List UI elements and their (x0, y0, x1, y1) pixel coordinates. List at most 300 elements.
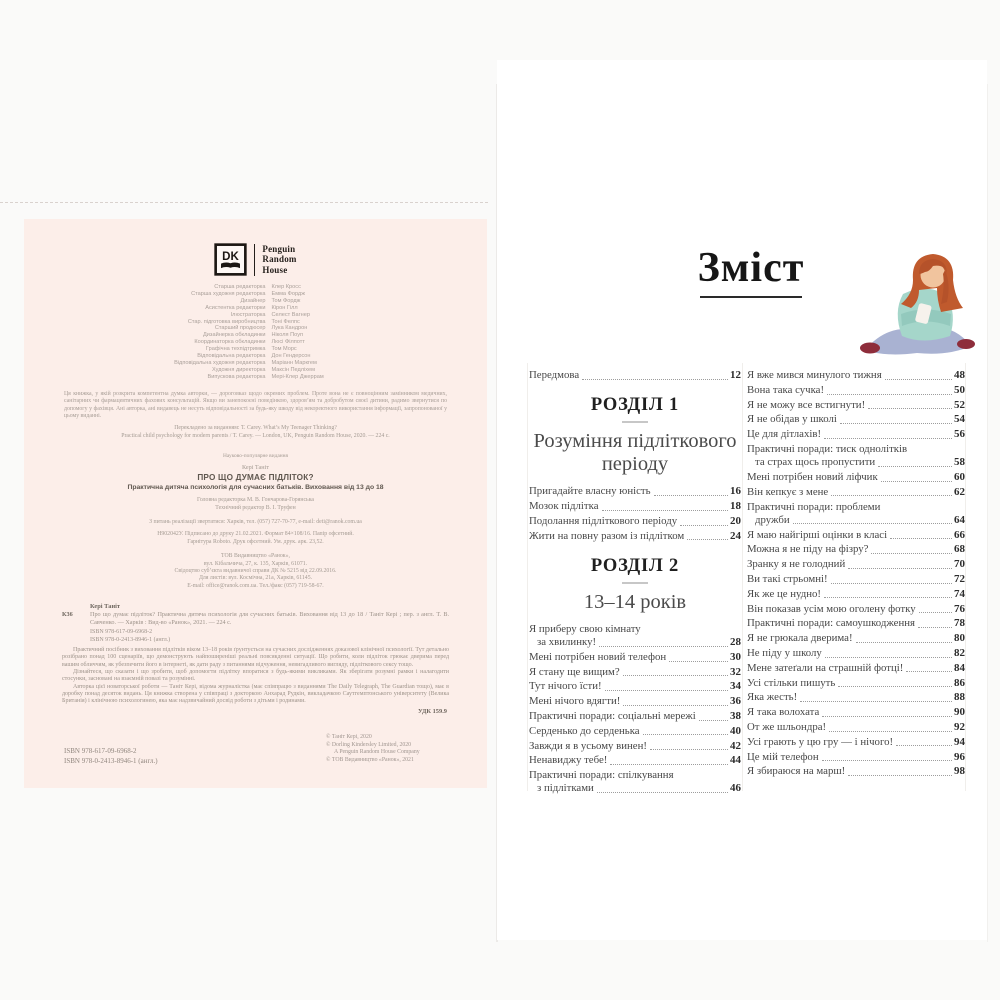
toc-entry (747, 751, 965, 764)
toc-entry-label: Я маю найгірші оцінки в класі (747, 528, 888, 541)
dotted-leader (597, 792, 728, 793)
catalog-isbn-line: ISBN 978-0-2413-8946-1 (англ.) (90, 636, 171, 643)
toc-entry-label: Практичні поради: самоушкодження (747, 617, 915, 630)
toc-page-number: 50 (954, 383, 965, 396)
dotted-leader (896, 745, 952, 746)
toc-entry-row (529, 369, 741, 382)
toc-entry (747, 632, 965, 645)
dotted-leader (687, 539, 728, 540)
toc-entry (747, 617, 965, 630)
toc-entry-label: Мене затеґали на страшній фотці! (747, 661, 904, 674)
credit-row (144, 312, 368, 319)
toc-entry-row (747, 632, 965, 645)
toc-page-number: 78 (954, 617, 965, 630)
toc-entry (529, 680, 741, 693)
credit-role: Графічна техпідтримка (205, 346, 266, 353)
dotted-leader (822, 716, 952, 717)
credit-row (144, 298, 368, 305)
toc-entry-row (529, 754, 741, 767)
publisher-line: Для листів: вул. Космічна, 21а, Харків, 61145. (198, 575, 313, 582)
dotted-leader (885, 379, 952, 380)
dotted-leader (582, 379, 728, 380)
dotted-leader (890, 538, 952, 539)
credit-row (144, 367, 368, 374)
toc-entry-label: Завжди я в усьому винен! (529, 739, 647, 752)
credit-role: Відповідальна художня редакторка (174, 359, 266, 366)
right-page-edge (987, 84, 988, 942)
catalog-author: Кері Таніт (90, 603, 121, 611)
annotation-block (62, 647, 449, 705)
toc-chapter-title: 13–14 років (583, 590, 687, 613)
toc-entry-row (747, 736, 965, 749)
toc-entry-label: Можна я не піду на фізру? (747, 543, 869, 556)
toc-chapter-heading: РОЗДІЛ 1 (590, 395, 680, 416)
dotted-leader (831, 583, 952, 584)
credit-role: Старший продюсер (214, 325, 266, 332)
dotted-leader (878, 466, 952, 467)
toc-entry-label: Практичні поради: спілкування (529, 769, 674, 782)
toc-entry-row (747, 647, 965, 660)
toc-entry-label: Я стану ще вищим? (529, 665, 620, 678)
toc-entry (747, 413, 965, 426)
toc-entry (747, 369, 965, 382)
toc-entry (529, 769, 741, 795)
translation-line: Перекладено за виданням: T. Carey. What’s My Teenager Thinking? (174, 425, 337, 432)
dotted-leader (793, 523, 952, 524)
publisher-address-block (60, 553, 451, 590)
staff-block (60, 497, 451, 512)
catalog-entry: Про що думає підліток? Практична дитяча психологія для сучасних батьків. Виховання від 13 до 18 / Таніт Кері ; пер. з англ. Т. В. Савченко. — Харків : Вид-во «Ранок», 2021. — 224 с. (90, 611, 449, 626)
credit-row (144, 305, 368, 312)
toc-page-number: 80 (954, 632, 965, 645)
toc-page-number: 62 (954, 485, 965, 498)
chapter-underline (622, 421, 648, 423)
toc-entry-label: Я вже мився минулого тижня (747, 369, 882, 381)
toc-entry (747, 529, 965, 542)
toc-entry-row (529, 695, 741, 708)
dotted-leader (800, 701, 952, 702)
annotation-paragraph: Дізнайтеся, що сказати і що зробити, щоб допомогти підлітку впоратися з будь-якими викликами. Як зберігати розумні рамки і налагодити стосунки, засновані на взаємній повазі та розумінні. (62, 669, 449, 683)
toc-entry-label: Усі грають у цю гру — і нічого! (747, 735, 894, 748)
dotted-leader (856, 642, 952, 643)
catalog-card (62, 603, 449, 714)
dotted-leader (822, 760, 952, 761)
toc-entry-label: Мозок підлітка (529, 500, 599, 512)
copyright-line: © Таніт Кері, 2020 (326, 734, 372, 741)
toc-entry (747, 399, 965, 412)
credit-name: Клер Кросс (271, 284, 301, 290)
credit-name: Ніколя Поуп (271, 332, 304, 339)
toc-page-number: 20 (730, 514, 741, 527)
toc-entry (529, 695, 741, 708)
toc-entry (747, 603, 965, 616)
credit-role: Художня директорка (212, 366, 266, 373)
toc-entry-label: Ненавиджу тебе! (529, 754, 608, 767)
chapter-underline (622, 582, 648, 584)
toc-page-number: 38 (730, 709, 741, 722)
dotted-leader (825, 657, 952, 658)
book-subtitle: Практична дитяча психологія для сучасних батьків. Виховання від 13 до 18 (127, 484, 384, 492)
credit-role: Старша художня редакторка (191, 290, 266, 297)
toc-entry-row (529, 725, 741, 738)
toc-page-number: 32 (730, 665, 741, 678)
toc-entry-label: дружби (755, 513, 790, 526)
dotted-leader (699, 720, 728, 721)
credit-row (144, 353, 368, 360)
toc-page-number: 36 (730, 695, 741, 708)
toc-entry-label: Мені потрібен новий ліфчик (747, 470, 878, 483)
annotation-paragraph: Авторка цієї новаторської роботи — Таніт Кері, відома журналістка (має співпрацю з виданнями The Daily Telegraph, The Guardian тощо), має в доробку понад десяток видань. Ця книжка створена у співпраці з докторкою Анхарад Рудкін, викладачкою Саутгемптонського університету (Велика Британія) і клінічною психологинею, яка має надзвичайний досвід роботи з дітьми і родинами. (62, 683, 449, 705)
toc-entry-row (529, 666, 741, 679)
disclaimer-text: Ця книжка, у якій розкрита компетентна думка авторки, — дороговказ щодо окремих проблем. Проте вона не є повноцінним замінником медичних, санітарних чи фармацевтичних фахових консультацій. Якщо ви занепокоєні поведінкою, здоров’ям та добробутом своєї дитини, радимо звернутися по допомогу у фахівця. Ані авторка, ані видавець не несуть відповідальності за будь-яку шкоду від некоректного використання інформації, запропонованої у цьому виданні. (64, 390, 447, 419)
credit-role: Відповідальна редакторка (197, 353, 266, 360)
toc-entry-label: Пригадайте власну юність (529, 485, 651, 498)
catalog-isbn-block (90, 629, 449, 644)
toc-entry-row (747, 471, 965, 484)
credit-row (144, 332, 368, 339)
prh-line: House (262, 264, 288, 275)
credit-row (144, 360, 368, 367)
toc-entry (529, 369, 741, 382)
toc-entry-label: Мені потрібен новий телефон (529, 650, 667, 663)
toc-entry-row (747, 617, 965, 630)
credit-name: Дон Гендерсон (271, 353, 311, 360)
toc-page-number: 52 (954, 398, 965, 411)
toc-entry (529, 754, 741, 767)
toc-entry-row (747, 529, 965, 542)
toc-page-number: 60 (954, 470, 965, 483)
toc-entry-row (529, 485, 741, 498)
toc-page-number: 86 (954, 676, 965, 689)
dotted-leader (623, 705, 728, 706)
toc-entry-label: Ви такі стрьомні! (747, 572, 828, 585)
toc-entry-label: Я не можу все встигнути! (747, 398, 866, 411)
credit-row (144, 284, 368, 291)
credit-name: Том Фордж (271, 297, 301, 304)
toc-page-number: 76 (954, 602, 965, 615)
credit-name: Тоні Фелпс (271, 318, 300, 325)
credit-role: Ілюстраторка (230, 311, 266, 318)
toc-page-number: 40 (730, 724, 741, 737)
copyright-line: © Dorling Kindersley Limited, 2020 (326, 741, 412, 748)
toc-entry-label: Яка жесть! (747, 691, 798, 704)
girl-with-phone-illustration (853, 250, 981, 364)
toc-entry-row (747, 413, 965, 426)
credit-role: Координаторка обкладинки (194, 339, 266, 346)
credit-name: Люсі Філпотт (271, 339, 305, 346)
credit-name: Мері-Клер Джеррам (271, 373, 324, 380)
dotted-leader (906, 671, 952, 672)
udc-code: УДК 159.9 (417, 707, 447, 715)
translation-line: Practical child psychology for modern parents / T. Carey. — London, UK, Penguin Random House, 2020. — 224 с. (121, 432, 390, 439)
dotted-leader (918, 627, 952, 628)
toc-entry-row (529, 740, 741, 753)
credit-role: Старша редакторка (214, 284, 266, 290)
toc-entry (747, 558, 965, 571)
toc-entry-label: Практичні поради: тиск однолітків (747, 442, 908, 455)
toc-entry-row (747, 456, 965, 469)
toc-page-number: 48 (954, 369, 965, 381)
credit-row (144, 346, 368, 353)
toc-page-number: 90 (954, 706, 965, 719)
contents-title: Зміст (697, 245, 805, 291)
toc-page-number: 46 (730, 782, 741, 795)
isbn-block (64, 747, 158, 766)
credits-list (60, 284, 451, 381)
credit-row (144, 291, 368, 298)
toc-entry-label: Серденько до серденька (529, 724, 640, 737)
credit-name: Кірон Гілл (271, 304, 298, 311)
toc-entry-row (747, 543, 965, 556)
toc-page-number: 74 (954, 587, 965, 600)
toc-entry (529, 515, 741, 528)
copyright-line: A Penguin Random House Company (334, 749, 420, 756)
title-underline (700, 296, 802, 298)
toc-page-number: 12 (730, 369, 741, 381)
publisher-logos (60, 243, 451, 276)
toc-entry (529, 500, 741, 513)
credit-role: Асистентка редакторки (205, 304, 266, 311)
toc-page-number: 88 (954, 691, 965, 704)
toc-page-number: 66 (954, 528, 965, 541)
toc-page-number: 98 (954, 765, 965, 778)
toc-entry (529, 740, 741, 753)
toc-entry (747, 443, 965, 469)
credit-name: Маріанн Маркгем (271, 359, 317, 366)
toc-entry-label: Це для дітлахів! (747, 428, 822, 441)
toc-page-number: 72 (954, 572, 965, 585)
toc-entry-row (529, 680, 741, 693)
toc-entry-row (529, 500, 741, 513)
credit-name: Селест Вагнер (271, 311, 310, 318)
toc-entry-label: Як же це нудно! (747, 587, 821, 600)
toc-entry-label: Я приберу свою кімнату (529, 622, 641, 635)
toc-entry (747, 677, 965, 690)
dotted-leader (871, 553, 952, 554)
toc-entry-label: Я не грюкала дверима! (747, 632, 853, 645)
toc-entry (747, 428, 965, 441)
toc-entry (747, 691, 965, 704)
catalog-entry-row (62, 611, 449, 626)
dk-logo-icon (214, 243, 247, 276)
logo-divider (254, 244, 255, 276)
toc-entry-label: з підлітками (537, 782, 594, 795)
dotted-leader (838, 686, 952, 687)
publisher-line: Свідоцтво суб’єкта видавничої справи ДК № 5215 від 22.09.2016. (174, 567, 337, 574)
catalog-code: К36 (62, 611, 73, 619)
dotted-leader (827, 394, 952, 395)
toc-page-number: 42 (730, 739, 741, 752)
credit-name: Максін Педліхем (271, 366, 315, 373)
toc-column-right (747, 369, 965, 780)
toc-entry-row (747, 369, 965, 382)
dotted-leader (602, 510, 728, 511)
toc-page-number: 70 (954, 558, 965, 571)
toc-entry-row (747, 486, 965, 499)
dotted-leader (848, 568, 952, 569)
copyright-line: © ТОВ Видавництво «Ранок», 2021 (326, 756, 414, 763)
dotted-leader (643, 734, 728, 735)
print-line: Гарнітура Roboto. Друк офсетний. Ум. друк. арк. 23,52. (187, 538, 324, 545)
toc-entry-label: Він кепкує з мене (747, 485, 829, 498)
toc-entry-row (747, 677, 965, 690)
toc-chapter-heading: РОЗДІЛ 2 (590, 555, 680, 576)
print-info-block (60, 531, 451, 546)
toc-entry-label: за хвилинку! (537, 636, 597, 648)
dotted-leader (650, 749, 728, 750)
toc-entry-label: Я збираюся на марш! (747, 765, 846, 778)
toc-entry-label: Практичні поради: проблеми (747, 500, 881, 513)
toc-entry-row (747, 662, 965, 675)
toc-entry-label: Мені нічого вдягти! (529, 695, 621, 708)
imprint-page (24, 219, 487, 788)
toc-entry (747, 765, 965, 778)
copyright-block (326, 734, 478, 764)
toc-entry (529, 651, 741, 664)
toc-entry-label: Я така волохата (747, 706, 820, 719)
dotted-leader (840, 423, 952, 424)
dotted-leader (881, 481, 952, 482)
toc-page-number: 18 (730, 500, 741, 512)
toc-entry (747, 471, 965, 484)
toc-entry-row (747, 751, 965, 764)
author-name: Кері Таніт (241, 464, 270, 472)
toc-entry (747, 588, 965, 601)
toc-entry (529, 710, 741, 723)
toc-entry-row (529, 636, 741, 649)
toc-entry-row (747, 573, 965, 586)
toc-entry (747, 662, 965, 675)
toc-page-number: 92 (954, 720, 965, 733)
book-title: ПРО ЩО ДУМАЄ ПІДЛІТОК? (197, 473, 314, 483)
toc-entry-row (747, 588, 965, 601)
credit-role: Дизайнерка обкладинки (202, 332, 266, 339)
toc-entry-label: Не піду у школу (747, 646, 822, 659)
toc-chapter-title: Розуміння підліткового періоду (533, 430, 737, 476)
toc-entry-row (747, 514, 965, 527)
dotted-leader (669, 661, 728, 662)
toc-page-number: 16 (730, 485, 741, 498)
toc-entry (747, 706, 965, 719)
toc-page-number: 94 (954, 735, 965, 748)
toc-page-number: 82 (954, 646, 965, 659)
toc-page-number: 34 (730, 680, 741, 693)
toc-entry (747, 721, 965, 734)
dotted-leader (919, 612, 952, 613)
toc-page-number: 84 (954, 661, 965, 674)
toc-page-number: 68 (954, 543, 965, 556)
dotted-leader (831, 495, 952, 496)
toc-entry (747, 486, 965, 499)
credit-name: Лука Кандрон (271, 325, 308, 332)
toc-entry-row (529, 530, 741, 543)
contents-page (497, 60, 987, 940)
toc-entry-label: Подолання підліткового періоду (529, 514, 678, 527)
isbn-line: ISBN 978-0-2413-8946-1 (англ.) (64, 756, 158, 765)
toc-entry (747, 543, 965, 556)
staff-line: Головна редакторка М. В. Гончарова-Горянська (196, 497, 314, 504)
toc-page-number: 64 (954, 513, 965, 526)
toc-entry-label: Це мій телефон (747, 750, 819, 763)
prh-line: Penguin (262, 243, 296, 254)
toc-entry-row (529, 710, 741, 723)
toc-entry-label: Усі стільки пишуть (747, 676, 836, 689)
toc-entry (747, 573, 965, 586)
toc-entry-row (529, 651, 741, 664)
toc-entry-row (529, 515, 741, 528)
toc-entry (747, 736, 965, 749)
dotted-leader (680, 525, 728, 526)
dotted-leader (610, 764, 728, 765)
toc-page-number: 28 (730, 636, 741, 648)
toc-page-number: 30 (730, 650, 741, 663)
toc-page-number: 24 (730, 529, 741, 542)
credit-name: Том Морс (271, 346, 297, 353)
dotted-leader (829, 731, 952, 732)
publisher-line: E-mail: office@ranok.com.ua. Тел./факс (057) 719-58-67. (187, 582, 324, 589)
column-rule (742, 363, 743, 791)
toc-entry-row (747, 384, 965, 397)
column-rule (527, 363, 528, 791)
translation-note (60, 425, 451, 440)
toc-entry-label: Зранку я не голодний (747, 558, 846, 571)
orders-line: З питань реалізації звертатися: Харків, тел. (057) 727-70-77, e-mail: deti@ranok.com.ua (149, 518, 362, 525)
toc-entry-row (747, 603, 965, 616)
toc-page-number: 96 (954, 750, 965, 763)
publisher-line: вул. Кібальчича, 27, к. 135, Харків, 61071. (203, 560, 308, 567)
toc-entry-label: Передмова (529, 369, 580, 381)
toc-page-number: 58 (954, 456, 965, 469)
toc-entry-label: Тут нічого їсти! (529, 680, 602, 693)
publisher-line: ТОВ Видавництво «Ранок», (221, 553, 290, 560)
credit-role: Дизайнер (240, 297, 266, 304)
column-rule (965, 363, 966, 791)
toc-entry-row (529, 782, 741, 795)
toc-entry-label: Він показав усім мою оголену фотку (747, 602, 916, 615)
catalog-isbn-line: ISBN 978-617-09-6968-2 (90, 629, 153, 636)
dotted-leader (824, 438, 952, 439)
toc-entry-row (747, 428, 965, 441)
toc-entry-row (747, 691, 965, 704)
dotted-leader (623, 675, 728, 676)
credit-role: Стар. підготовка виробництва (187, 318, 266, 325)
dotted-leader (605, 690, 728, 691)
credit-role: Випускова редакторка (207, 373, 266, 380)
toc-entry-row (747, 558, 965, 571)
toc-entry-row (747, 765, 965, 778)
credit-name: Емма Фордж (271, 290, 305, 297)
toc-entry (529, 623, 741, 649)
toc-entry (529, 666, 741, 679)
isbn-line: ISBN 978-617-09-6968-2 (64, 747, 137, 755)
print-line: Н902042У. Підписано до друку 21.02.2021. Формат 84×108/16. Папір офсетний. (157, 531, 354, 538)
toc-entry-label: та страх щось пропустити (755, 456, 876, 469)
dotted-leader (848, 775, 952, 776)
toc-entry (529, 530, 741, 543)
prh-line: Random (262, 254, 297, 265)
dk-letters: DK (222, 250, 240, 263)
toc-entry-row (747, 706, 965, 719)
toc-entry (747, 647, 965, 660)
dotted-leader (654, 495, 728, 496)
toc-entry (529, 485, 741, 498)
toc-entry-label: От же шльондра! (747, 720, 827, 733)
penguin-random-house-logo (262, 244, 296, 276)
toc-entry-label: Я не обідав у школі (747, 413, 837, 426)
edition-type: Науково-популярне видання (223, 453, 288, 460)
toc-page-number: 44 (730, 754, 741, 767)
page-top-edge (0, 202, 488, 203)
